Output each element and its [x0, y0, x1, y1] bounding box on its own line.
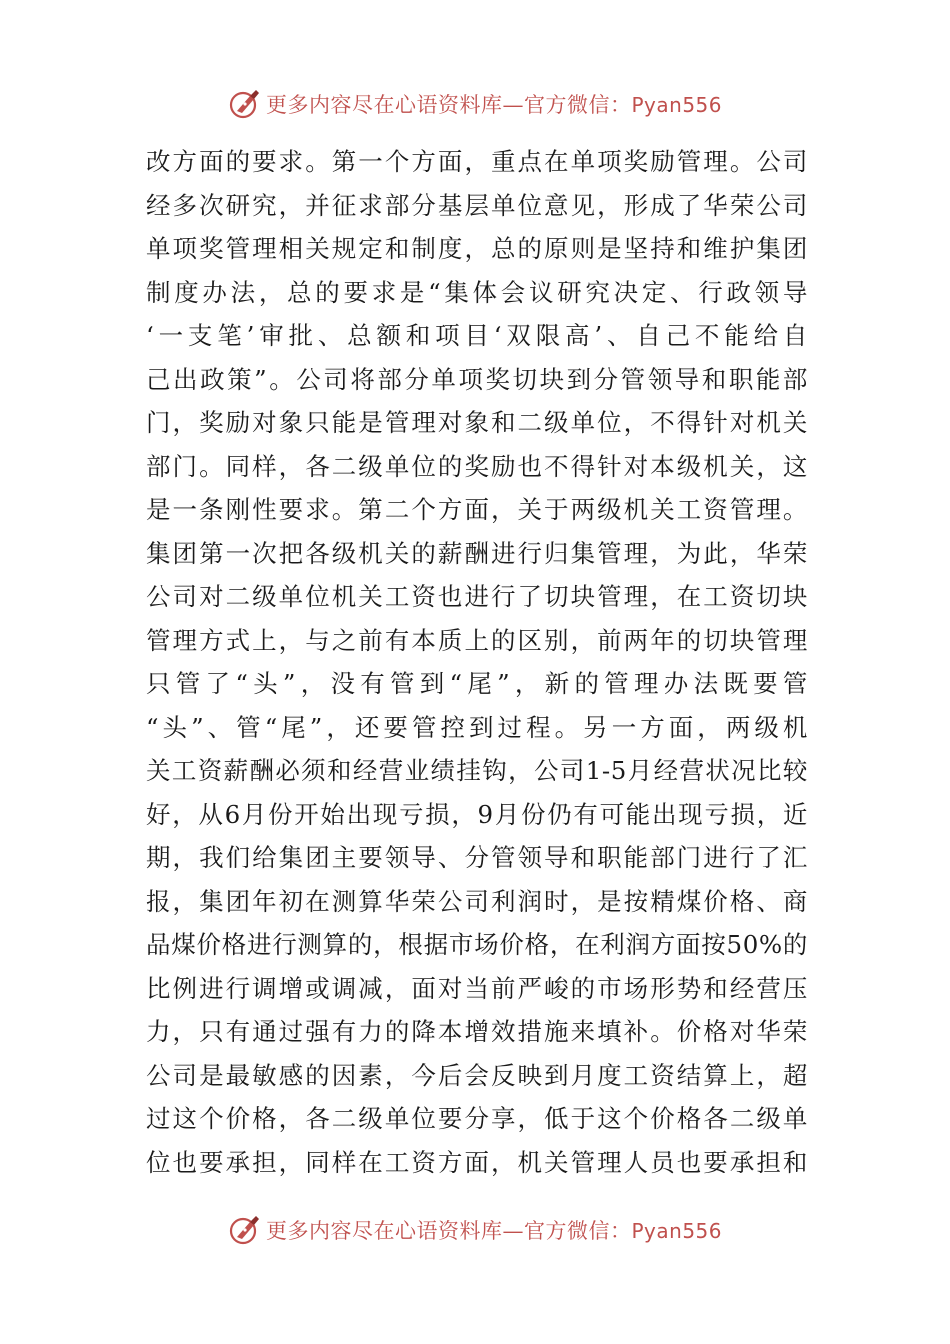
text-line: 位也要承担，同样在工资方面，机关管理人员也要承担和 [146, 1147, 808, 1177]
banner-text: 更多内容尽在心语资料库—官方微信：Pyan556 [265, 1219, 722, 1243]
text-line: 报，集团年初在测算华荣公司利润时，是按精煤价格、商 [146, 886, 808, 916]
text-line: 管理方式上，与之前有本质上的区别，前两年的切块管理 [146, 625, 808, 655]
text-line: 制度办法，总的要求是“集体会议研究决定、行政领导 [146, 277, 808, 307]
text-line: 部门。同样，各二级单位的奖励也不得针对本级机关，这 [146, 451, 808, 481]
banner-text: 更多内容尽在心语资料库—官方微信：Pyan556 [265, 93, 722, 117]
pen-nib-logo-icon [228, 87, 262, 121]
text-line: 单项奖管理相关规定和制度，总的原则是坚持和维护集团 [146, 234, 808, 263]
text-line: 好，从6月份开始出现亏损，9月份仍有可能出现亏损，近 [146, 799, 808, 829]
footer-banner [0, 1210, 950, 1250]
text-line: 是一条刚性要求。第二个方面，关于两级机关工资管理。 [146, 495, 808, 524]
pen-nib-logo-icon [228, 1213, 262, 1247]
text-line: 改方面的要求。第一个方面，重点在单项奖励管理。公司 [146, 147, 808, 176]
text-line: “头”、管“尾”，还要管控到过程。另一方面，两级机 [146, 712, 808, 742]
text-line: 关工资薪酬必须和经营业绩挂钩，公司1-5月经营状况比较 [146, 756, 808, 785]
text-line: 期，我们给集团主要领导、分管领导和职能部门进行了汇 [146, 843, 808, 872]
text-line: 比例进行调增或调减，面对当前严峻的市场形势和经营压 [146, 973, 808, 1003]
text-line: 集团第一次把各级机关的薪酬进行归集管理，为此，华荣 [146, 538, 808, 568]
text-line: 公司对二级单位机关工资也进行了切块管理，在工资切块 [146, 582, 808, 611]
text-line: 门，奖励对象只能是管理对象和二级单位，不得针对机关 [146, 408, 808, 437]
text-line: 只管了“头”，没有管到“尾”，新的管理办法既要管 [146, 669, 808, 698]
banner-wechat-id: Pyan556 [631, 1219, 722, 1243]
text-line: 力，只有通过强有力的降本增效措施来填补。价格对华荣 [146, 1017, 808, 1046]
document-body [146, 140, 808, 1184]
text-line: 经多次研究，并征求部分基层单位意见，形成了华荣公司 [146, 190, 808, 220]
text-line: 品煤价格进行测算的，根据市场价格，在利润方面按50%的 [146, 930, 808, 959]
text-line: 过这个价格，各二级单位要分享，低于这个价格各二级单 [146, 1104, 808, 1133]
text-line: 己出政策”。公司将部分单项奖切块到分管领导和职能部 [146, 364, 808, 394]
header-banner [0, 84, 950, 124]
text-line: 公司是最敏感的因素，今后会反映到月度工资结算上，超 [146, 1060, 808, 1090]
banner-wechat-id: Pyan556 [631, 93, 722, 117]
text-line: ‘一支笔’审批、总额和项目‘双限高’、自己不能给自 [146, 321, 808, 350]
